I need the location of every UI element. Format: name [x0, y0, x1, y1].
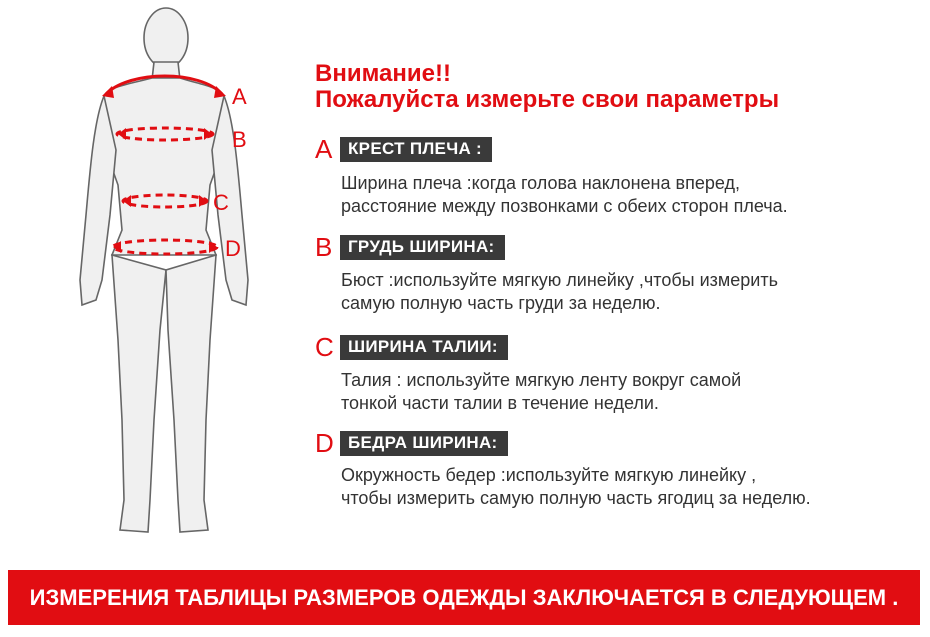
- section-a-letter: A: [315, 134, 333, 164]
- section-b-label: ГРУДЬ ШИРИНА:: [340, 235, 505, 260]
- instruction-title: Пожалуйста измерьте свои параметры: [315, 86, 780, 113]
- section-a-label: КРЕСТ ПЛЕЧА :: [340, 137, 492, 162]
- section-b-letter: B: [315, 232, 333, 262]
- size-chart-banner: ИЗМЕРЕНИЯ ТАБЛИЦЫ РАЗМЕРОВ ОДЕЖДЫ ЗАКЛЮЧАЕТСЯ В СЛЕДУЮЩЕМ .: [8, 570, 920, 625]
- section-a-desc-line1: Ширина плеча :когда голова наклонена вперед,: [341, 173, 740, 193]
- body-figure-illustration: [20, 0, 320, 560]
- figure-label-b: B: [232, 127, 247, 152]
- figure-label-c: C: [213, 190, 229, 215]
- section-a-desc-line2: расстояние между позвонками с обеих сторон плеча.: [341, 196, 788, 216]
- section-c-label: ШИРИНА ТАЛИИ:: [340, 335, 508, 360]
- section-d-desc-line2: чтобы измерить самую полную часть ягодиц за неделю.: [341, 488, 811, 508]
- section-d-label: БЕДРА ШИРИНА:: [340, 431, 508, 456]
- section-d-letter: D: [315, 428, 334, 458]
- warning-title: Внимание!!: [315, 60, 451, 87]
- section-b-desc-line1: Бюст :используйте мягкую линейку ,чтобы измерить: [341, 270, 778, 290]
- section-c-desc-line1: Талия : используйте мягкую ленту вокруг самой: [341, 370, 742, 390]
- section-d-desc-line1: Окружность бедер :используйте мягкую линейку ,: [341, 465, 757, 485]
- section-b-desc-line2: самую полную часть груди за неделю.: [341, 293, 661, 313]
- figure-label-a: A: [232, 84, 247, 109]
- section-c-desc-line2: тонкой части талии в течение недели.: [341, 393, 659, 413]
- figure-label-d: D: [225, 236, 241, 261]
- section-c-letter: C: [315, 332, 334, 362]
